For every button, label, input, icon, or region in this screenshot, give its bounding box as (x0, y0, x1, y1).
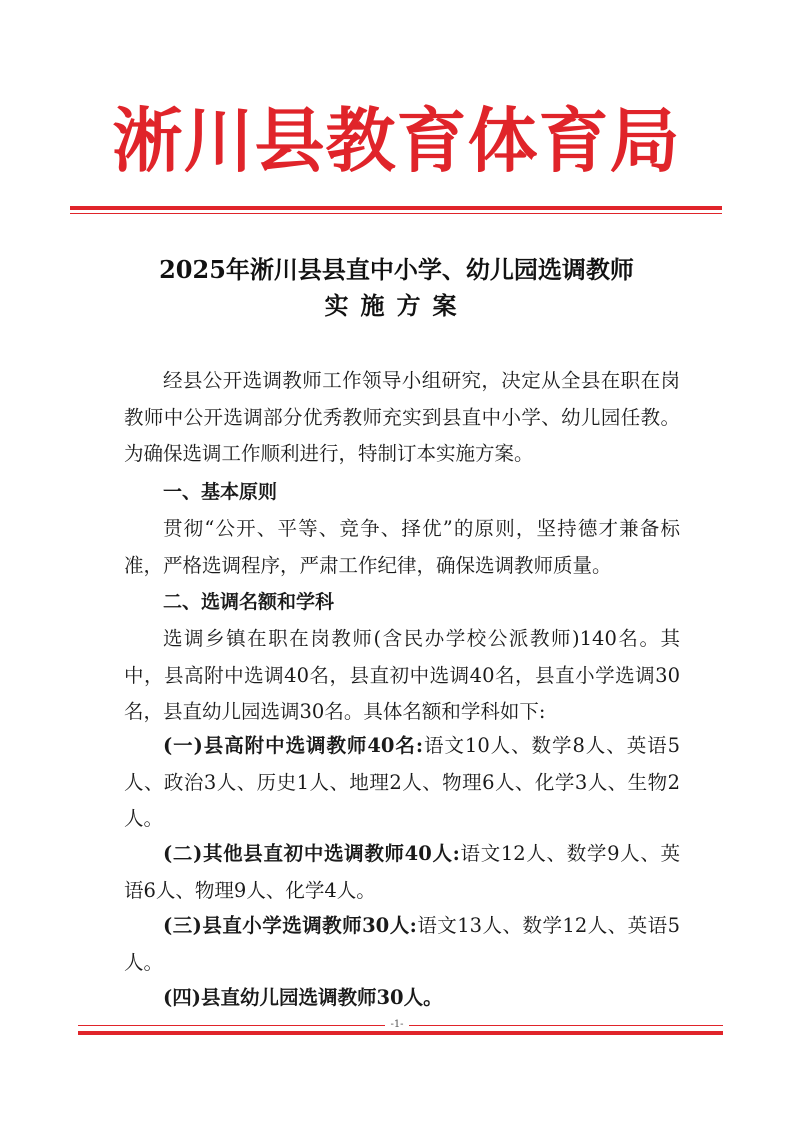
quota-item-junior-high (124, 836, 680, 909)
section-1-body: 贯彻“公开、平等、竞争、择优”的原则，坚持德才兼备标准，严格选调程序，严肃工作纪律，确保选调教师质量。 (124, 517, 680, 577)
section-2-heading: 二、选调名额和学科 (163, 591, 335, 613)
section-2-body: 选调乡镇在职在岗教师(含民办学校公派教师)140名。其中，县高附中选调40名，县直初中选调40名，县直小学选调30名，县直幼儿园选调30名。具体名额和学科如下: (124, 627, 680, 723)
quota-item-high-school (124, 728, 680, 838)
masthead-rule-thick (70, 206, 722, 210)
quota-item-kindergarten (124, 980, 680, 1017)
quota-item-lead: (三)县直小学选调教师30人: (163, 914, 417, 937)
page-number: -1- (385, 1019, 409, 1031)
footer-rule-thick (78, 1031, 723, 1035)
masthead-title: 淅川县教育体育局 (112, 99, 681, 182)
quota-item-text: 语文10人、数学8人、英语5人、政治3人、历史1人、地理2人、物理6人、化学3人、生物2人。 (124, 734, 680, 830)
document-title-line-1: 2025年淅川县县直中小学、幼儿园选调教师 (159, 255, 634, 284)
intro-paragraph: 经县公开选调教师工作领导小组研究，决定从全县在职在岗教师中公开选调部分优秀教师充实到县直中小学、幼儿园任教。为确保选调工作顺利进行，特制订本实施方案。 (124, 369, 680, 465)
section-1-heading: 一、基本原则 (163, 481, 278, 503)
quota-item-lead: (二)其他县直初中选调教师40人: (163, 842, 460, 865)
quota-item-lead: (四)县直幼儿园选调教师30人。 (163, 986, 443, 1009)
document-title-line-2: 实施方案 (324, 291, 469, 320)
masthead-rule-thin (70, 213, 722, 214)
quota-item-primary (124, 908, 680, 981)
quota-item-lead: (一)县高附中选调教师40名: (163, 734, 424, 757)
quota-item-text: 语文13人、数学12人、英语5人。 (124, 914, 680, 974)
quota-item-text: 语文12人、数学9人、英语6人、物理9人、化学4人。 (124, 842, 680, 902)
